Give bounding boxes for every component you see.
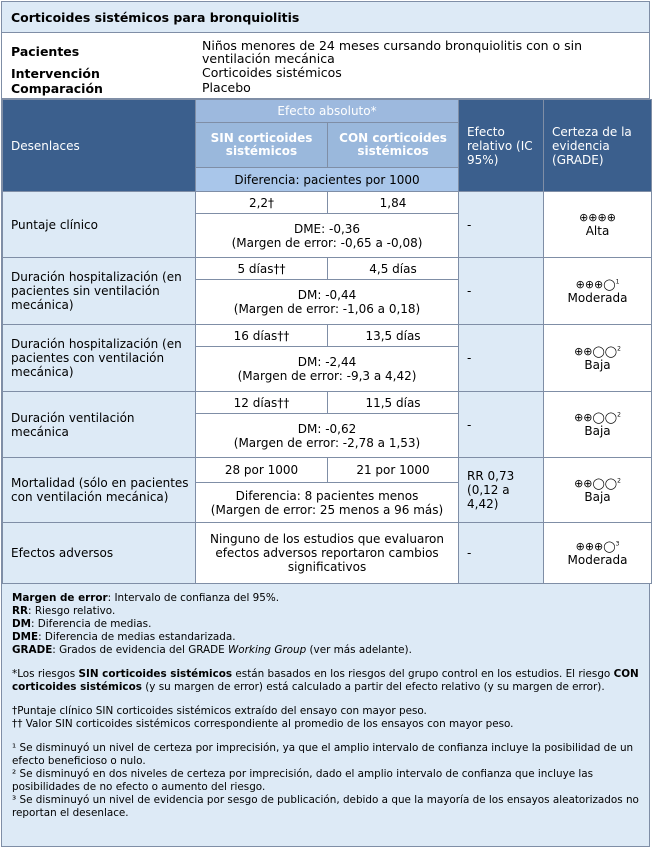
pico-label-comparison: Comparación <box>11 81 103 96</box>
abbr-margin: Margen de error: Intervalo de confianza del 95%. <box>12 592 280 604</box>
grade-symbols: ⊕⊕⊕◯$^3$ <box>575 539 620 553</box>
abbr-dme: DME: Diferencia de medias estandarizada. <box>12 631 236 643</box>
abbr-rr: RR: Riesgo relativo. <box>12 605 116 617</box>
pico-value-comparison: Placebo <box>202 80 251 95</box>
margin-value: (Margen de error: -2,78 a 1,53) <box>233 435 421 450</box>
grade-symbols: ⊕⊕◯◯$^2$ <box>574 344 621 358</box>
risk-note: *Los riesgos SIN corticoides sistémicos están basados en los riesgos del grupo control en los estudios. El riesgo CON corticoides sistémicos (y su margen de error) está calculado a partir del efecto relativo (y su margen de error). <box>12 668 639 693</box>
grade-level: Moderada <box>567 552 628 567</box>
value-without: 16 días†† <box>196 325 328 347</box>
outcome-label: Duración hospitalización (en pacientes sin ventilación mecánica) <box>3 258 196 325</box>
footnotes <box>2 586 651 820</box>
difference-value: DM: -2,44 <box>297 355 357 369</box>
footnote-2: ² Se disminuyó en dos niveles de certeza por imprecisión, dado el amplio intervalo de confianza que incluye las posibilidades de no efecto o aumento del riesgo. <box>12 768 594 793</box>
value-with: 13,5 días <box>328 325 459 347</box>
grade-level: Alta <box>585 224 610 238</box>
adverse-effects-text: Ninguno de los estudios que evaluaron efectos adversos reportaron cambios significativos <box>196 523 459 584</box>
grade-level: Baja <box>584 424 611 438</box>
difference-cell <box>196 214 459 258</box>
dagger-note-1: †Puntaje clínico SIN corticoides sistémicos extraído del ensayo con mayor peso. <box>12 705 427 717</box>
footnote-1: ¹ Se disminuyó un nivel de certeza por imprecisión, ya que el amplio intervalo de confianza incluye la posibilidad de un efecto beneficioso o nulo. <box>12 742 634 767</box>
grade-symbols: ⊕⊕⊕◯$^1$ <box>575 277 620 291</box>
abbr-dm: DM: Diferencia de medias. <box>12 618 152 630</box>
certainty-cell <box>544 325 652 392</box>
header-relative-effect: Efecto relativo (IC 95%) <box>459 100 544 192</box>
header-absolute-effect: Efecto absoluto* <box>196 100 459 123</box>
outcome-label: Mortalidad (sólo en pacientes con ventilación mecánica) <box>3 458 196 523</box>
grade-symbols: ⊕⊕◯◯$^2$ <box>574 476 621 490</box>
pico-value-intervention: Corticoides sistémicos <box>202 65 342 80</box>
grade-symbols: ⊕⊕◯◯$^2$ <box>574 411 621 424</box>
difference-cell <box>196 347 459 392</box>
pico-value-patients: Niños menores de 24 meses cursando bronquiolitis con o sin ventilación mecánica <box>202 38 583 66</box>
difference-value: DME: -0,36 <box>293 221 361 236</box>
footnote-3: ³ Se disminuyó un nivel de evidencia por sesgo de publicación, debido a que la mayoría de los ensayos aleatorizados no reportan el desenlace. <box>12 794 639 819</box>
relative-effect: - <box>459 523 544 584</box>
pico-section <box>2 33 649 99</box>
pico-label-intervention: Intervención <box>11 66 100 81</box>
header-certainty: Certeza de la evidencia (GRADE) <box>544 100 652 192</box>
header-difference: Diferencia: pacientes por 1000 <box>196 168 459 192</box>
grade-symbols: ⊕⊕⊕⊕ <box>579 211 616 224</box>
certainty-cell <box>544 258 652 325</box>
abbr-grade: GRADE: Grados de evidencia del GRADE Working Group (ver más adelante). <box>12 644 412 656</box>
dagger-note-2: †† Valor SIN corticoides sistémicos correspondiente al promedio de los ensayos con mayor peso. <box>12 718 514 730</box>
difference-value: Diferencia: 8 pacientes menos <box>235 488 419 503</box>
margin-value: (Margen de error: -1,06 a 0,18) <box>233 302 421 316</box>
relative-effect: - <box>459 392 544 458</box>
value-without: 28 por 1000 <box>196 458 328 483</box>
outcome-label: Puntaje clínico <box>3 192 196 258</box>
value-with: 1,84 <box>328 192 459 214</box>
margin-value: (Margen de error: 25 menos a 96 más) <box>210 502 444 517</box>
value-without: 12 días†† <box>196 392 328 414</box>
certainty-cell <box>544 192 652 258</box>
table-title: Corticoides sistémicos para bronquiolitis <box>2 2 649 33</box>
grade-level: Baja <box>584 357 611 372</box>
difference-cell <box>196 414 459 458</box>
value-with: 21 por 1000 <box>328 458 459 483</box>
relative-effect: RR 0,73 (0,12 a 4,42) <box>459 458 544 523</box>
results-table <box>2 99 652 584</box>
outcome-label: Duración hospitalización (en pacientes con ventilación mecánica) <box>3 325 196 392</box>
pico-label-patients: Pacientes <box>11 44 80 59</box>
relative-effect: - <box>459 192 544 258</box>
difference-cell <box>196 483 459 523</box>
outcome-label-adverse: Efectos adversos <box>3 523 196 584</box>
certainty-cell <box>544 392 652 458</box>
header-without-corticosteroids: SIN corticoides sistémicos <box>196 123 328 168</box>
grade-level: Baja <box>584 489 611 504</box>
outcome-label: Duración ventilación mecánica <box>3 392 196 458</box>
header-outcomes: Desenlaces <box>3 100 196 192</box>
value-with: 4,5 días <box>328 258 459 280</box>
value-without: 2,2† <box>196 192 328 214</box>
value-with: 11,5 días <box>328 392 459 414</box>
certainty-cell <box>544 458 652 523</box>
header-with-corticosteroids: CON corticoides sistémicos <box>328 123 459 168</box>
difference-cell <box>196 280 459 325</box>
margin-value: (Margen de error: -9,3 a 4,42) <box>237 369 417 383</box>
value-without: 5 días†† <box>196 258 328 280</box>
certainty-cell <box>544 523 652 584</box>
margin-value: (Margen de error: -0,65 a -0,08) <box>231 235 423 250</box>
relative-effect: - <box>459 258 544 325</box>
difference-value: DM: -0,62 <box>297 421 357 436</box>
relative-effect: - <box>459 325 544 392</box>
difference-value: DM: -0,44 <box>297 288 357 302</box>
grade-level: Moderada <box>567 290 628 305</box>
summary-of-findings-table <box>1 1 650 847</box>
